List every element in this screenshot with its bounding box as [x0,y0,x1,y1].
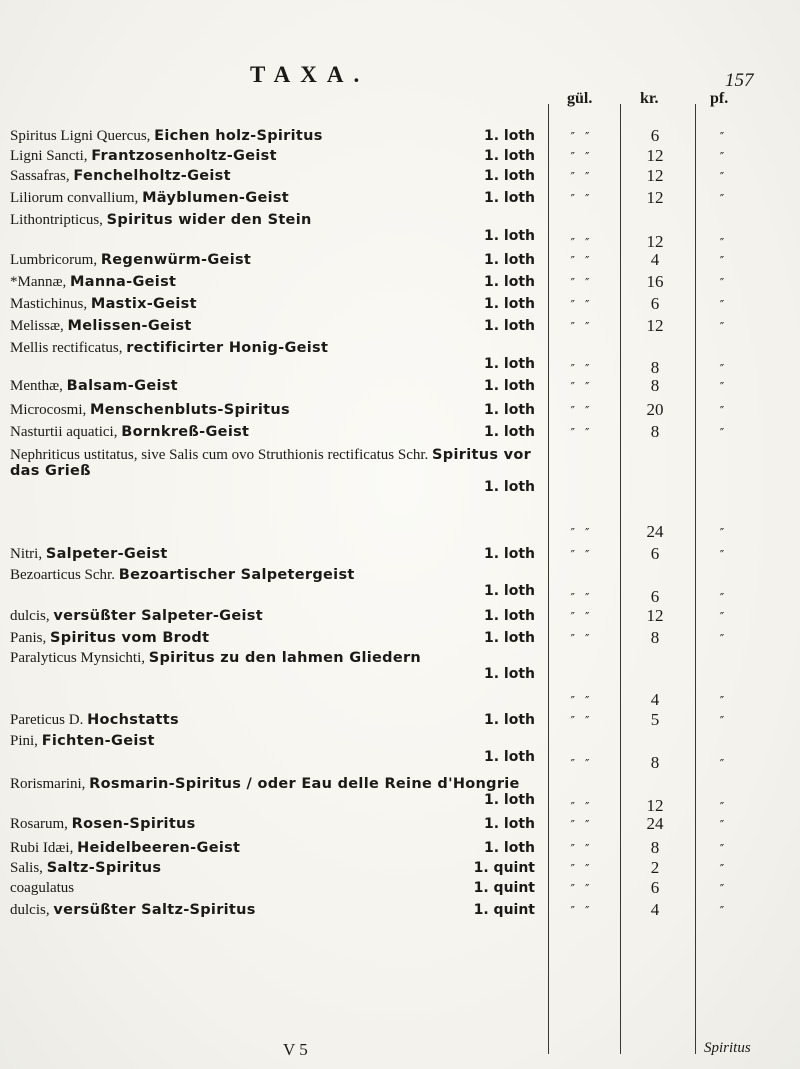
pfennig-mark: ″ [719,298,725,312]
german-name: Spiritus wider den Stein [106,212,312,228]
quantity: 1. quint [473,860,535,876]
latin-name: Ligni Sancti, [10,148,92,164]
latin-name: *Mannæ, [10,274,70,290]
kreuzer-value: 16 [646,272,664,291]
table-row [10,733,535,765]
pfennig-mark: ″ [719,904,725,918]
table-row [10,252,535,268]
kreuzer-value: 6 [650,587,660,606]
kreuzer-value: 8 [650,376,660,395]
quantity: 1. quint [473,902,535,918]
quantity: 1. loth [483,402,535,418]
pfennig-mark: ″ [719,150,725,164]
quantity: 1. quint [473,880,535,896]
gulden-mark: ″″ [570,130,600,144]
latin-name: Rorismarini, [10,776,90,792]
german-name: Melissen-Geist [67,318,192,334]
quantity: 1. loth [483,252,535,268]
latin-name: Pini, [10,733,42,749]
gulden-mark: ″″ [570,632,600,646]
kreuzer-value: 12 [646,146,664,165]
german-name: Salpeter-Geist [45,546,168,562]
table-row [10,840,535,856]
german-name: Balsam-Geist [66,378,178,394]
pfennig-mark: ″ [719,818,725,832]
gulden-mark: ″″ [570,842,600,856]
latin-name: dulcis, [10,902,54,918]
table-row [10,424,535,440]
gulden-mark: ″″ [570,714,600,728]
gulden-mark: ″″ [570,904,600,918]
kreuzer-value: 2 [650,858,660,877]
german-name: Bornkreß-Geist [121,424,250,440]
pfennig-mark: ″ [719,632,725,646]
gulden-mark: ″″ [570,548,600,562]
table-row [10,608,535,624]
table-row [10,168,535,184]
kreuzer-value: 5 [650,710,660,729]
kreuzer-value: 4 [650,690,660,709]
quantity: 1. loth [483,792,535,808]
column-head-kreuzer: kr. [640,90,659,107]
page-number: 157 [725,70,754,91]
latin-name: Spiritus Ligni Quercus, [10,128,155,144]
table-row [10,712,535,728]
latin-name: Nitri, [10,546,46,562]
pfennig-mark: ″ [719,526,725,540]
gulden-mark: ″″ [570,757,600,771]
german-name: Fichten-Geist [41,733,155,749]
gulden-mark: ″″ [570,320,600,334]
kreuzer-value: 12 [646,188,664,207]
gulden-mark: ″″ [570,426,600,440]
table-row [10,880,535,896]
pfennig-mark: ″ [719,404,725,418]
column-rule [548,104,549,1054]
table-row [10,190,535,206]
table-row [10,816,535,832]
german-name: versüßter Salpeter-Geist [53,608,263,624]
quantity: 1. loth [483,128,535,144]
column-rule [695,104,696,1054]
latin-name: Lumbricorum, [10,252,101,268]
german-name: Fenchelholtz-Geist [73,168,231,184]
kreuzer-value: 12 [646,232,664,251]
kreuzer-value: 4 [650,900,660,919]
quantity: 1. loth [483,630,535,646]
quantity: 1. loth [483,583,535,599]
german-name: Heidelbeeren-Geist [77,840,241,856]
kreuzer-value: 12 [646,316,664,335]
latin-name: Rosarum, [10,816,72,832]
german-name: Menschenbluts-Spiritus [90,402,290,418]
table-row [10,402,535,418]
quantity: 1. loth [483,424,535,440]
page-title: TAXA. [250,62,370,87]
quantity: 1. loth [483,274,535,290]
gulden-mark: ″″ [570,882,600,896]
quantity: 1. loth [483,840,535,856]
latin-name: Salis, [10,860,47,876]
german-name: Mäyblumen-Geist [142,190,290,206]
kreuzer-value: 24 [646,522,664,541]
latin-name: Mellis rectificatus, [10,340,127,356]
kreuzer-value: 8 [650,838,660,857]
latin-name: Sassafras, [10,168,74,184]
quantity: 1. loth [483,816,535,832]
latin-name: Microcosmi, [10,402,90,418]
table-row [10,902,535,918]
german-name: Spiritus vom Brodt [50,630,210,646]
german-name: Saltz-Spiritus [46,860,162,876]
kreuzer-value: 8 [650,358,660,377]
latin-name: dulcis, [10,608,54,624]
kreuzer-value: 4 [650,250,660,269]
quantity: 1. loth [483,712,535,728]
table-row [10,274,535,290]
latin-name: Melissæ, [10,318,68,334]
table-row [10,776,535,808]
gulden-mark: ″″ [570,694,600,708]
table-row [10,212,535,244]
table-row [10,546,535,562]
kreuzer-value: 8 [650,422,660,441]
gulden-mark: ″″ [570,254,600,268]
quantity: 1. loth [483,479,535,495]
kreuzer-value: 6 [650,544,660,563]
kreuzer-value: 12 [646,606,664,625]
latin-name: Mastichinus, [10,296,91,312]
table-row [10,296,535,312]
quantity: 1. loth [483,378,535,394]
german-name: Spiritus zu den lahmen Gliedern [148,650,422,666]
table-row [10,378,535,394]
quantity: 1. loth [483,148,535,164]
kreuzer-value: 24 [646,814,664,833]
latin-name: Panis, [10,630,51,646]
kreuzer-value: 6 [650,294,660,313]
kreuzer-value: 8 [650,628,660,647]
quantity: 1. loth [483,296,535,312]
table-row [10,447,535,495]
column-head-gulden: gül. [567,90,593,107]
table-row [10,650,535,682]
quantity: 1. loth [483,666,535,682]
pfennig-mark: ″ [719,426,725,440]
gulden-mark: ″″ [570,298,600,312]
pfennig-mark: ″ [719,254,725,268]
quantity: 1. loth [483,749,535,765]
kreuzer-value: 6 [650,126,660,145]
gulden-mark: ″″ [570,362,600,376]
catchword: Spiritus [704,1040,751,1056]
kreuzer-value: 6 [650,878,660,897]
latin-name: Paralyticus Mynsichti, [10,650,149,666]
pfennig-mark: ″ [719,276,725,290]
latin-name: coagulatus [10,880,75,896]
gulden-mark: ″″ [570,380,600,394]
pfennig-mark: ″ [719,842,725,856]
quantity: 1. loth [483,608,535,624]
pfennig-mark: ″ [719,610,725,624]
pfennig-mark: ″ [719,236,725,250]
signature-mark: V 5 [283,1040,308,1059]
gulden-mark: ″″ [570,170,600,184]
table-row [10,128,535,144]
table-row [10,318,535,334]
pfennig-mark: ″ [719,380,725,394]
table-row [10,630,535,646]
latin-name: Nasturtii aquatici, [10,424,122,440]
german-name: Frantzosenholtz-Geist [91,148,277,164]
gulden-mark: ″″ [570,526,600,540]
gulden-mark: ″″ [570,404,600,418]
german-name: Eichen holz-Spiritus [154,128,323,144]
pfennig-mark: ″ [719,694,725,708]
latin-name: Lithontripticus, [10,212,107,228]
quantity: 1. loth [483,318,535,334]
quantity: 1. loth [483,356,535,372]
kreuzer-value: 8 [650,753,660,772]
table-row [10,567,535,599]
german-name: Manna-Geist [70,274,177,290]
german-name: versüßter Saltz-Spiritus [53,902,256,918]
pfennig-mark: ″ [719,591,725,605]
column-head-pfennig: pf. [710,90,729,107]
pfennig-mark: ″ [719,170,725,184]
gulden-mark: ″″ [570,800,600,814]
pfennig-mark: ″ [719,862,725,876]
latin-name: Menthæ, [10,378,67,394]
gulden-mark: ″″ [570,236,600,250]
pfennig-mark: ″ [719,548,725,562]
gulden-mark: ″″ [570,150,600,164]
german-name: rectificirter Honig-Geist [126,340,329,356]
latin-name: Liliorum convallium, [10,190,143,206]
pfennig-mark: ″ [719,882,725,896]
german-name: Bezoartischer Salpetergeist [118,567,355,583]
german-name: Regenwürm-Geist [100,252,252,268]
kreuzer-value: 20 [646,400,664,419]
kreuzer-value: 12 [646,796,664,815]
latin-name: Nephriticus ustitatus, sive Salis cum ovo Struthionis rectificatus Schr. [10,447,433,463]
column-rule [620,104,621,1054]
quantity: 1. loth [483,190,535,206]
table-row [10,340,535,372]
latin-name: Bezoarticus Schr. [10,567,119,583]
table-row [10,860,535,876]
german-name: Rosen-Spiritus [71,816,196,832]
pfennig-mark: ″ [719,362,725,376]
quantity: 1. loth [483,228,535,244]
pfennig-mark: ″ [719,714,725,728]
quantity: 1. loth [483,168,535,184]
german-name: Rosmarin-Spiritus / oder Eau delle Reine d'Hongrie [89,776,520,792]
table-row [10,148,535,164]
gulden-mark: ″″ [570,192,600,206]
pfennig-mark: ″ [719,130,725,144]
latin-name: Rubi Idæi, [10,840,78,856]
gulden-mark: ″″ [570,818,600,832]
german-name: Mastix-Geist [90,296,197,312]
german-name: Hochstatts [87,712,179,728]
kreuzer-value: 12 [646,166,664,185]
pfennig-mark: ″ [719,192,725,206]
pfennig-mark: ″ [719,757,725,771]
gulden-mark: ″″ [570,610,600,624]
pfennig-mark: ″ [719,320,725,334]
gulden-mark: ″″ [570,591,600,605]
pfennig-mark: ″ [719,800,725,814]
latin-name: Pareticus D. [10,712,88,728]
gulden-mark: ″″ [570,862,600,876]
german-name: Spiritus vor das Grieß [10,447,532,479]
quantity: 1. loth [483,546,535,562]
gulden-mark: ″″ [570,276,600,290]
